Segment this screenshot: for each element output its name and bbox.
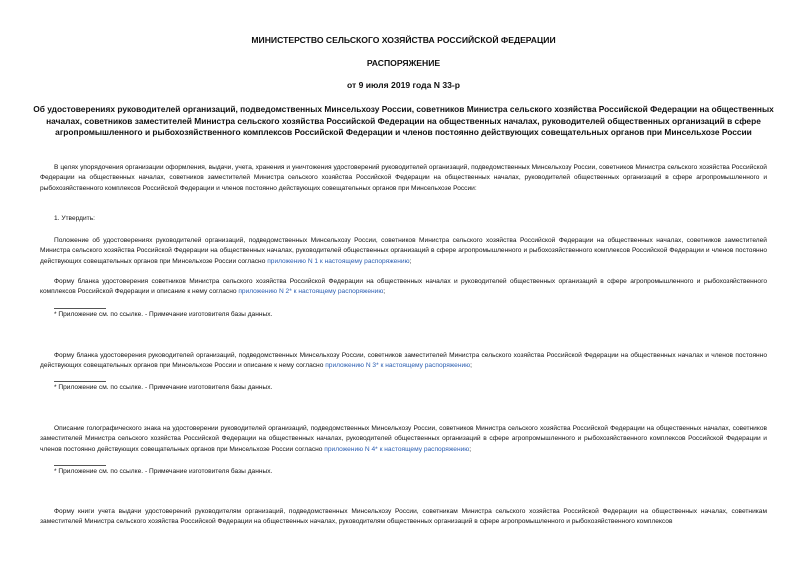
intro-paragraph: В целях упорядочения организации оформления, выдачи, учета, хранения и уничтожения удостоверений руководителей организаций, подведомственных Минсельхозу России, советников Министра сельского хозяйства Российской Федерации на общественных началах, советников заместителей Министра сельского хозяйства Российской Федерации на общественных началах, руководителей общественных организаций в сфере агропромышленного и рыбохозяйственного комплексов Российской Федерации и членов постоянно действующих совещательных органов при Минсельхозе России: bbox=[40, 164, 767, 192]
item-1-paragraph: 1. Утвердить: bbox=[54, 215, 95, 222]
footnote: * Приложение см. по ссылке. - Примечание изготовителя базы данных. bbox=[54, 468, 273, 475]
footnote-separator bbox=[54, 465, 106, 466]
appendix-3-link[interactable]: приложению N 3* к настоящему распоряжению bbox=[325, 362, 471, 370]
paragraph-hologram: Описание голографического знака на удостоверении руководителей организаций, подведомственных Минсельхозу России, советников Министра сельского хозяйства Российской Федерации на общественных началах, советников заместителей Министра сельского хозяйства Российской Федерации на общественных началах, руководителей общественных организаций в сфере агропромышленного и рыбохозяйственного комплексов Российской Федерации и членов постоянно действующих совещательных органов при Минсельхозе России согласно приложению N 4* к настоящему распоряжению; bbox=[40, 425, 767, 453]
paragraph-text: Форму бланка удостоверения советников Министра сельского хозяйства Российской Федерации на общественных началах и руководителей общественных организаций в сфере агропромышленного и рыбохозяйственного комплексов Российской Федерации и описание к нему согласно bbox=[40, 278, 767, 296]
footnote-separator bbox=[54, 308, 106, 309]
appendix-2-link[interactable]: приложению N 2* к настоящему распоряжению bbox=[238, 288, 384, 296]
paragraph-form-2: Форму бланка удостоверения советников Министра сельского хозяйства Российской Федерации на общественных началах и руководителей общественных организаций в сфере агропромышленного и рыбохозяйственного комплексов Российской Федерации и описание к нему согласно приложению N 2* к настоящему распоряжению; bbox=[40, 278, 767, 296]
paragraph-regulation: Положение об удостоверениях руководителей организаций, подведомственных Минсельхозу России, советников Министра сельского хозяйства Российской Федерации на общественных началах, советников заместителей Министра сельского хозяйства Российской Федерации на общественных началах, руководителей общественных организаций в сфере агропромышленного и рыбохозяйственного комплексов Российской Федерации и членов постоянно действующих совещательных органов при Минсельхозе России согласно приложению N 1 к настоящему распоряжению; bbox=[40, 237, 767, 265]
ministry-heading: МИНИСТЕРСТВО СЕЛЬСКОГО ХОЗЯЙСТВА РОССИЙСКОЙ ФЕДЕРАЦИИ bbox=[251, 35, 556, 45]
date-number-heading: от 9 июля 2019 года N 33-р bbox=[346, 80, 461, 90]
paragraph-form-3: Форму бланка удостоверения руководителей организаций, подведомственных Минсельхозу России, советников заместителей Министра сельского хозяйства Российской Федерации на общественных началах и членов постоянно действующих совещательных органов при Минсельхозе России и описание к нему согласно приложению N 3* к настоящему распоряжению; bbox=[40, 352, 767, 370]
paragraph-book-form: Форму книги учета выдачи удостоверений руководителям организаций, подведомственных Минсельхозу России, советникам Министра сельского хозяйства Российской Федерации на общественных началах, советникам заместителей Министра сельского хозяйства Российской Федерации на общественных началах, руководителям общественных организаций в сфере агропромышленного и рыбохозяйственного комплексов bbox=[40, 508, 767, 526]
paragraph-text: Описание голографического знака на удостоверении руководителей организаций, подведомственных Минсельхозу России, советников Министра сельского хозяйства Российской Федерации на общественных началах, советников заместителей Министра сельского хозяйства Российской Федерации на общественных началах, руководителей общественных организаций в сфере агропромышленного и рыбохозяйственного комплексов Российской Федерации и членов постоянно действующих совещательных органов при Минсельхозе России согласно bbox=[40, 425, 767, 453]
paragraph-text: Форму бланка удостоверения руководителей организаций, подведомственных Минсельхозу России, советников заместителей Министра сельского хозяйства Российской Федерации на общественных началах и членов постоянно действующих совещательных органов при Минсельхозе России и описание к нему согласно bbox=[40, 352, 767, 370]
document-type-heading: РАСПОРЯЖЕНИЕ bbox=[366, 58, 441, 68]
paragraph-text: Положение об удостоверениях руководителей организаций, подведомственных Минсельхозу России, советников Министра сельского хозяйства Российской Федерации на общественных началах, советников заместителей Министра сельского хозяйства Российской Федерации на общественных началах, руководителей общественных организаций в сфере агропромышленного и рыбохозяйственного комплексов Российской Федерации и членов постоянно действующих совещательных органов при Минсельхозе России согласно bbox=[40, 237, 767, 265]
appendix-4-link[interactable]: приложению N 4* к настоящему распоряжению bbox=[324, 445, 470, 453]
footnote: * Приложение см. по ссылке. - Примечание изготовителя базы данных. bbox=[54, 311, 273, 318]
appendix-1-link[interactable]: приложению N 1 к настоящему распоряжению bbox=[267, 257, 410, 265]
subject-title: Об удостоверениях руководителей организаций, подведомственных Минсельхозу России, советников Министра сельского хозяйства Российской Федерации на общественных началах, советников заместителей Министра сельского хозяйства Российской Федерации на общественных началах, руководителей общественных организаций в сфере агропромышленного и рыбохозяйственного комплексов Российской Федерации и членов постоянно действующих совещательных органов при Минсельхозе России bbox=[33, 104, 774, 138]
footnote-separator bbox=[54, 381, 106, 382]
footnote: * Приложение см. по ссылке. - Примечание изготовителя базы данных. bbox=[54, 384, 273, 391]
